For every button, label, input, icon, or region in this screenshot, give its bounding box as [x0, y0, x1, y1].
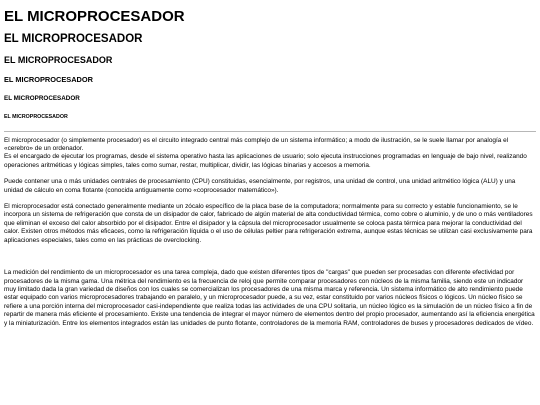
heading-level-3: EL MICROPROCESADOR: [4, 55, 113, 66]
heading-level-2: EL MICROPROCESADOR: [4, 33, 143, 46]
horizontal-divider: [4, 131, 536, 132]
heading-level-4: EL MICROPROCESADOR: [4, 74, 93, 84]
paragraph-cooling: El microprocesador está conectado generalmente mediante un zócalo específico de la placa base de la computadora; normalmente para su correcto y estable funcionamiento, se le incorpora un sistema de refrigeración que consta de un disipador de calor, fabricado de algún material de alta conductividad térmica, como cobre o aluminio, y de uno o más ventiladores que eliminan el exceso del calor absorbido por el disipador. Entre el disipador y la cápsula del microprocesador usualmente se coloca pasta térmica para mejorar la conductividad del calor. Existen otros métodos más eficaces, como la refrigeración líquida o el uso de células peltier para refrigeración extrema, aunque estas técnicas se utilizan casi exclusivamente para aplicaciones especiales, tales como en las prácticas de overclocking.: [4, 203, 533, 244]
paragraph-definition-line-2: Es el encargado de ejecutar los programas, desde el sistema operativo hasta las aplicaciones de usuario; solo ejecuta instrucciones programadas en lenguaje de bajo nivel, realizando operaciones aritméticas y lógicas simples, tales como sumar, restar, multiplicar, dividir, las lógicas binarias y accesos a memoria.: [4, 153, 527, 169]
paragraph-definition: [4, 137, 536, 171]
paragraph-performance: La medición del rendimiento de un microprocesador es una tarea compleja, dado que existen diferentes tipos de "cargas" que pueden ser procesadas con diferente efectividad por procesadores de la misma gama. Una métrica del rendimiento es la frecuencia de reloj que permite comparar procesadores con núcleos de la misma familia, siendo este un indicador muy limitado dada la gran variedad de diseños con los cuales se comercializan los procesadores de una misma marca y referencia. Un sistema informático de alto rendimiento puede estar equipado con varios microprocesadores trabajando en paralelo, y un microprocesador puede, a su vez, estar constituido por varios núcleos físicos o lógicos. Un núcleo físico se refiere a una porción interna del microprocesador casi-independiente que realiza todas las actividades de una CPU solitaria, un núcleo lógico es la simulación de un núcleo físico a fin de repartir de manera más eficiente el procesamiento. Existe una tendencia de integrar el mayor número de elementos dentro del propio procesador, aumentando así la eficiencia energética y la miniaturización. Entre los elementos integrados están las unidades de punto flotante, controladores de la memoria RAM, controladores de buses y procesadores dedicados de vídeo.: [4, 269, 535, 327]
heading-level-6: EL MICROPROCESADOR: [4, 113, 68, 120]
paragraph-components: Puede contener una o más unidades centrales de procesamiento (CPU) constituidas, esencialmente, por registros, una unidad de control, una unidad aritmético lógica (ALU) y una unidad de cálculo en coma flotante (conocida antiguamente como «coprocesador matemático»).: [4, 178, 516, 194]
heading-level-1: EL MICROPROCESADOR: [4, 8, 185, 25]
heading-level-5: EL MICROPROCESADOR: [4, 95, 80, 103]
paragraph-definition-line-1: El microprocesador (o simplemente procesador) es el circuito integrado central más complejo de un sistema informático; a modo de ilustración, se le suele llamar por analogía el «cerebro» de un ordenador.: [4, 136, 509, 153]
